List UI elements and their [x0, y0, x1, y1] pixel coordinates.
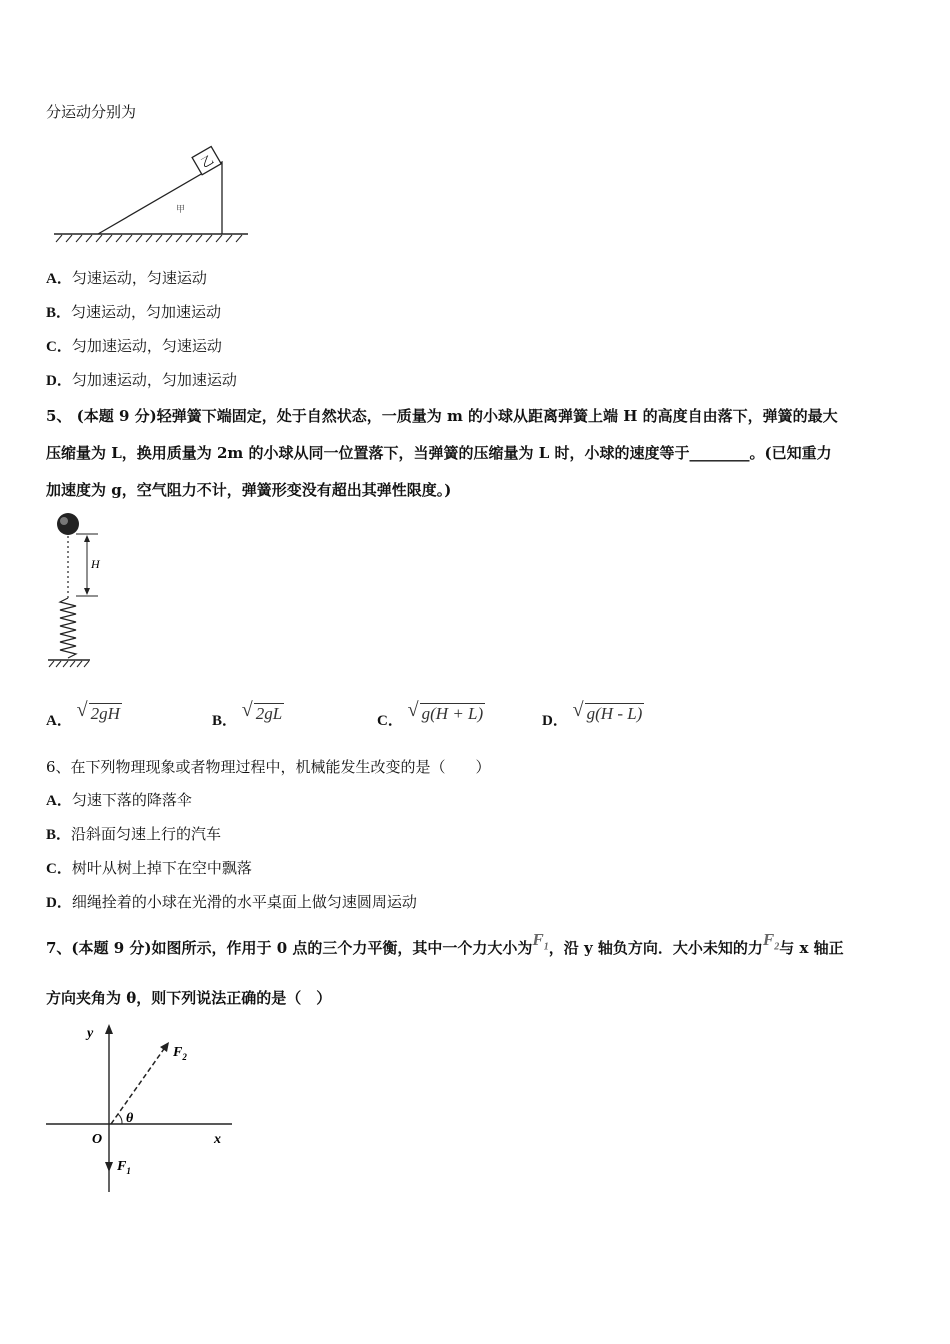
q7-line2: 方向夹角为 θ，则下列说法正确的是（ ）	[46, 989, 332, 1007]
f2-symbol: $F_2$	[762, 930, 780, 953]
force-diagram	[42, 1020, 242, 1196]
q4-option-d: D．匀加速运动，匀加速运动	[46, 371, 237, 389]
incline-label: 甲	[176, 204, 186, 214]
f1-label: $F_1$	[117, 1159, 131, 1176]
intro-line: 分运动分别为	[46, 103, 137, 121]
spring-figure	[40, 510, 130, 672]
q4-option-b: B．匀速运动，匀加速运动	[46, 303, 222, 321]
q4-option-c: C．匀加速运动，匀速运动	[46, 337, 222, 355]
q5-line2: 压缩量为 L，换用质量为 2m 的小球从同一位置落下，当弹簧的压缩量为 L 时，小球的速度等于________。(已知重力	[46, 444, 832, 462]
height-label: H	[91, 557, 100, 571]
f1-symbol: $F_1$	[532, 930, 549, 953]
q6-stem: 6、在下列物理现象或者物理过程中，机械能发生改变的是（ ）	[46, 758, 491, 776]
q6-option-d: D．细绳拴着的小球在光滑的水平桌面上做匀速圆周运动	[46, 893, 417, 911]
f2-label: $F_2$	[173, 1045, 187, 1062]
q5-option-b: B． √ 2gL	[212, 699, 283, 729]
q5-option-c: C． √ g(H + L)	[377, 699, 484, 729]
q4-option-a: A．匀速运动，匀速运动	[46, 269, 207, 287]
block	[192, 146, 221, 174]
x-axis-label: x	[214, 1132, 221, 1147]
y-axis-label: y	[87, 1026, 94, 1041]
q7-line1: 7、(本题 9 分)如图所示，作用于 0 点的三个力平衡，其中一个力大小为$F_1$，沿 y 轴负方向．大小未知的力$F_2$与 x 轴正	[46, 930, 844, 957]
q5-option-a: A． √ 2gH	[46, 699, 120, 729]
block-label: 乙	[198, 152, 216, 171]
q6-option-a: A．匀速下落的降落伞	[46, 791, 192, 809]
q6-option-c: C．树叶从树上掉下在空中飘落	[46, 859, 252, 877]
q5-line3: 加速度为 g，空气阻力不计，弹簧形变没有超出其弹性限度。)	[46, 481, 452, 499]
q5-option-d: D． √ g(H - L)	[542, 699, 643, 729]
origin-label: O	[92, 1132, 103, 1147]
incline-figure	[50, 144, 252, 244]
theta-label: θ	[126, 1111, 134, 1126]
q6-option-b: B．沿斜面匀速上行的汽车	[46, 825, 222, 843]
q5-line1: 5、 (本题 9 分)轻弹簧下端固定，处于自然状态，一质量为 m 的小球从距离弹簧上端 H 的高度自由落下，弹簧的最大	[46, 407, 838, 425]
